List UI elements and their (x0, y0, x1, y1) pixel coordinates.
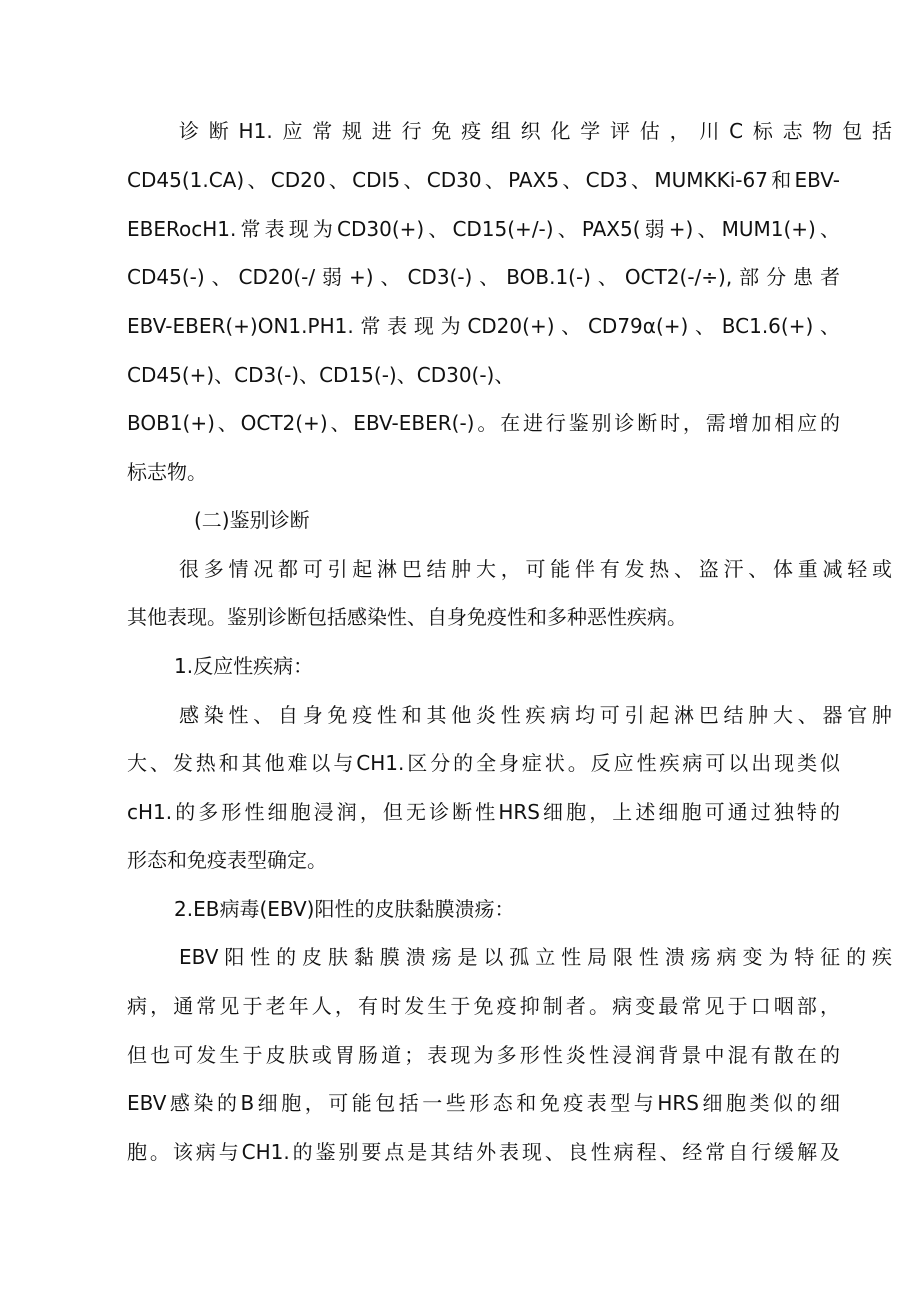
text-line: CD45(+)、CD3(-)、CD15(-)、CD30(-)、 (127, 363, 515, 387)
list-heading: 2.EB病毒(EBV)阳性的皮肤黏膜溃疡： (174, 897, 515, 921)
text-line: 胞。该病与CH1.的鉴别要点是其结外表现、良性病程、经常自行缓解及 (127, 1140, 840, 1164)
text-line: 很多情况都可引起淋巴结肿大，可能伴有发热、盗汗、体重减轻或 (179, 557, 892, 581)
text-line: 其他表现。鉴别诊断包括感染性、自身免疫性和多种恶性疾病。 (127, 605, 687, 629)
text-line: EBV-EBER(+)ON1.PH1.常表现为CD20(+)、CD79α(+)、BC1.6(+)、 (127, 314, 840, 338)
text-line: EBV阳性的皮肤黏膜溃疡是以孤立性局限性溃疡病变为特征的疾 (179, 945, 892, 969)
text-line: CD45(1.CA)、CD20、CDI5、CD30、PAX5、CD3、MUMKKi-67和EBV- (127, 168, 840, 192)
text-line: 标志物。 (127, 460, 207, 484)
list-heading: 1.反应性疾病： (174, 654, 314, 678)
text-line: 诊断H1.应常规进行免疫组织化学评估，川C标志物包括 (179, 119, 892, 143)
text-line: 大、发热和其他难以与CH1.区分的全身症状。反应性疾病可以出现类似 (127, 751, 840, 775)
section-heading: (二)鉴别诊断 (194, 508, 310, 532)
text-line: BOB1(+)、OCT2(+)、EBV-EBER(-)。在进行鉴别诊断时，需增加相应的 (127, 411, 840, 435)
text-line: CD45(-)、CD20(-/弱+)、CD3(-)、BOB.1(-)、OCT2(-/÷),部分患者 (127, 265, 840, 289)
text-line: 感染性、自身免疫性和其他炎性疾病均可引起淋巴结肿大、器官肿 (179, 703, 892, 727)
text-line: cH1.的多形性细胞浸润，但无诊断性HRS细胞，上述细胞可通过独特的 (127, 800, 840, 824)
text-line: EBV感染的B细胞，可能包括一些形态和免疫表型与HRS细胞类似的细 (127, 1091, 840, 1115)
text-line: EBERocH1.常表现为CD30(+)、CD15(+/-)、PAX5(弱+)、MUM1(+)、 (127, 217, 840, 241)
text-line: 但也可发生于皮肤或胃肠道；表现为多形性炎性浸润背景中混有散在的 (127, 1043, 840, 1067)
text-line: 形态和免疫表型确定。 (127, 848, 327, 872)
text-line: 病，通常见于老年人，有时发生于免疫抑制者。病变最常见于口咽部， (127, 994, 840, 1018)
